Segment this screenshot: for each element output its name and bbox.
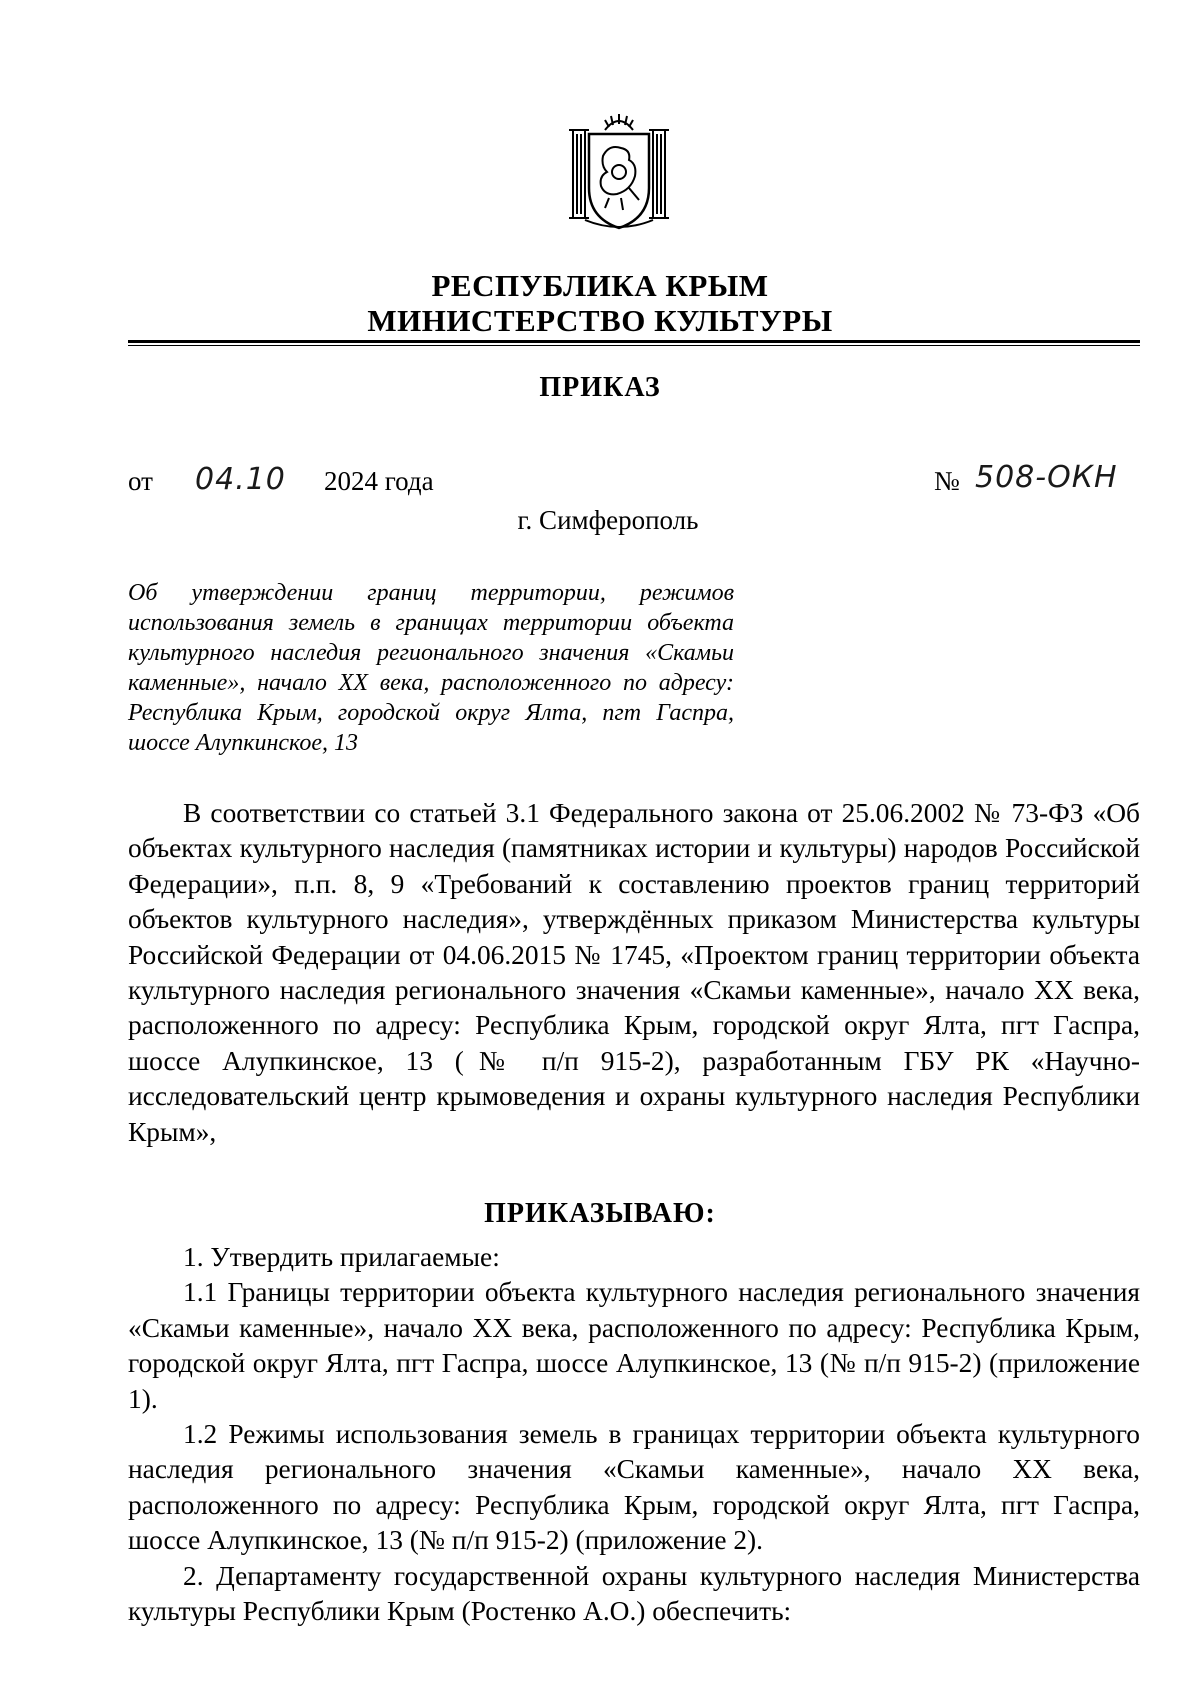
date-year: 2024 года xyxy=(324,466,434,496)
date-handwritten: 04.10 xyxy=(195,462,286,497)
decree-heading: ПРИКАЗЫВАЮ: xyxy=(484,1198,716,1229)
list-item: 1.1 Границы территории объекта культурного наследия регионального значения «Скамьи каменные», начало XX века, расположенного по адресу: Республика Крым, городской округ Ялта, пгт Гаспра, шоссе Алупкинское, 13 (№ п/п 915-2) (приложение 1). xyxy=(128,1277,1140,1414)
ministry-title: МИНИСТЕРСТВО КУЛЬТУРЫ xyxy=(367,303,833,338)
date-from-label: от xyxy=(128,466,153,496)
preamble-paragraph: В соответствии со статьей 3.1 Федерального закона от 25.06.2002 № 73-ФЗ «Об объектах культурного наследия (памятниках истории и культуры) народов Российской Федерации», п.п. 8, 9 «Требований к составлению проектов границ территорий объектов культурного наследия», утверждённых приказом Министерства культуры Российской Федерации от 04.06.2015 № 1745, «Проектом границ территории объекта культурного наследия регионального значения «Скамьи каменные», начало XX века, расположенного по адресу: Республика Крым, городской округ Ялта, пгт Гаспра, шоссе Алупкинское, 13 (№ п/п 915-2), разработанным ГБУ РК «Научно-исследовательский центр крымоведения и охраны культурного наследия Республики Крым», xyxy=(128,798,1140,1147)
order-items xyxy=(128,1240,1140,1629)
order-number-label: № xyxy=(934,466,960,496)
order-number-handwritten: 508-ОКН xyxy=(975,460,1118,495)
list-item: 2. Департаменту государственной охраны культурного наследия Министерства культуры Республики Крым (Ростенко А.О.) обеспечить: xyxy=(128,1560,1140,1627)
document-type: ПРИКАЗ xyxy=(539,372,661,403)
header-divider xyxy=(128,340,1140,343)
list-item: 1.2 Режимы использования земель в границах территории объекта культурного наследия регионального значения «Скамьи каменные», начало XX века, расположенного по адресу: Республика Крым, городской округ Ялта, пгт Гаспра, шоссе Алупкинское, 13 (№ п/п 915-2) (приложение 2). xyxy=(128,1419,1140,1556)
republic-title: РЕСПУБЛИКА КРЫМ xyxy=(431,268,769,303)
order-subject: Об утверждении границ территории, режимов использования земель в границах территории объекта культурного наследия регионального значения «Скамьи каменные», начало XX века, расположенного по адресу: Республика Крым, городской округ Ялта, пгт Гаспра, шоссе Алупкинское, 13 xyxy=(128,580,734,756)
header-divider-thin xyxy=(128,345,1140,346)
coat-of-arms-emblem xyxy=(565,108,673,234)
list-item: 1. Утвердить прилагаемые: xyxy=(183,1242,500,1272)
city: г. Симферополь xyxy=(517,505,699,535)
